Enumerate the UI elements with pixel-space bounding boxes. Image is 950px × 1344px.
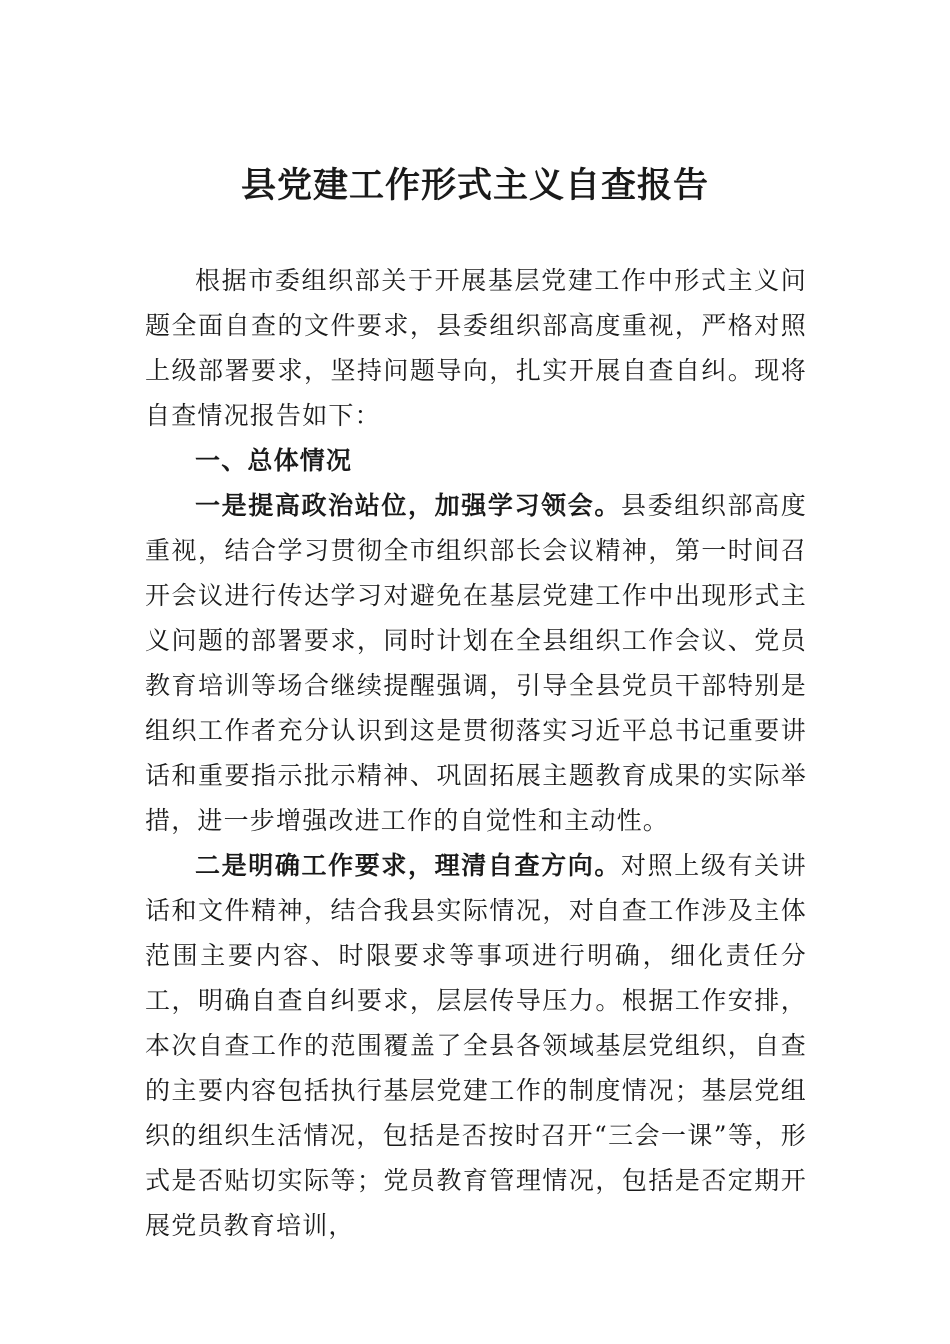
paragraph-2-text: 对照上级有关讲话和文件精神，结合我县实际情况，对自查工作涉及主体范围主要内容、时限要求等事项进行明确，细化责任分工，明确自查自纠要求，层层传导压力。根据工作安排，本次自查工作的范围覆盖了全县各领域基层党组织，自查的主要内容包括执行基层党建工作的制度情况；基层党组织的组织生活情况，包括是否按时召开“三会一课”等，形式是否贴切实际等；党员教育管理情况，包括是否定期开展党员教育培训， <box>145 851 807 1240</box>
section-heading: 一、总体情况 <box>195 446 353 475</box>
document-title: 县党建工作形式主义自查报告 <box>240 165 709 206</box>
paragraph-1 <box>145 483 807 843</box>
document-body <box>145 258 807 1248</box>
paragraph-1-text: 县委组织部高度重视，结合学习贯彻全市组织部长会议精神，第一时间召开会议进行传达学习对避免在基层党建工作中出现形式主义问题的部署要求，同时计划在全县组织工作会议、党员教育培训等场合继续提醒强调，引导全县党员干部特别是组织工作者充分认识到这是贯彻落实习近平总书记重要讲话和重要指示批示精神、巩固拓展主题教育成果的实际举措，进一步增强改进工作的自觉性和主动性。 <box>145 491 807 835</box>
intro-paragraph: 根据市委组织部关于开展基层党建工作中形式主义问题全面自查的文件要求，县委组织部高度重视，严格对照上级部署要求，坚持问题导向，扎实开展自查自纠。现将自查情况报告如下： <box>145 266 807 430</box>
paragraph-2-lead: 二是明确工作要求，理清自查方向。 <box>195 851 622 880</box>
paragraph-1-lead: 一是提高政治站位，加强学习领会。 <box>195 491 622 520</box>
paragraph-2 <box>145 843 807 1248</box>
